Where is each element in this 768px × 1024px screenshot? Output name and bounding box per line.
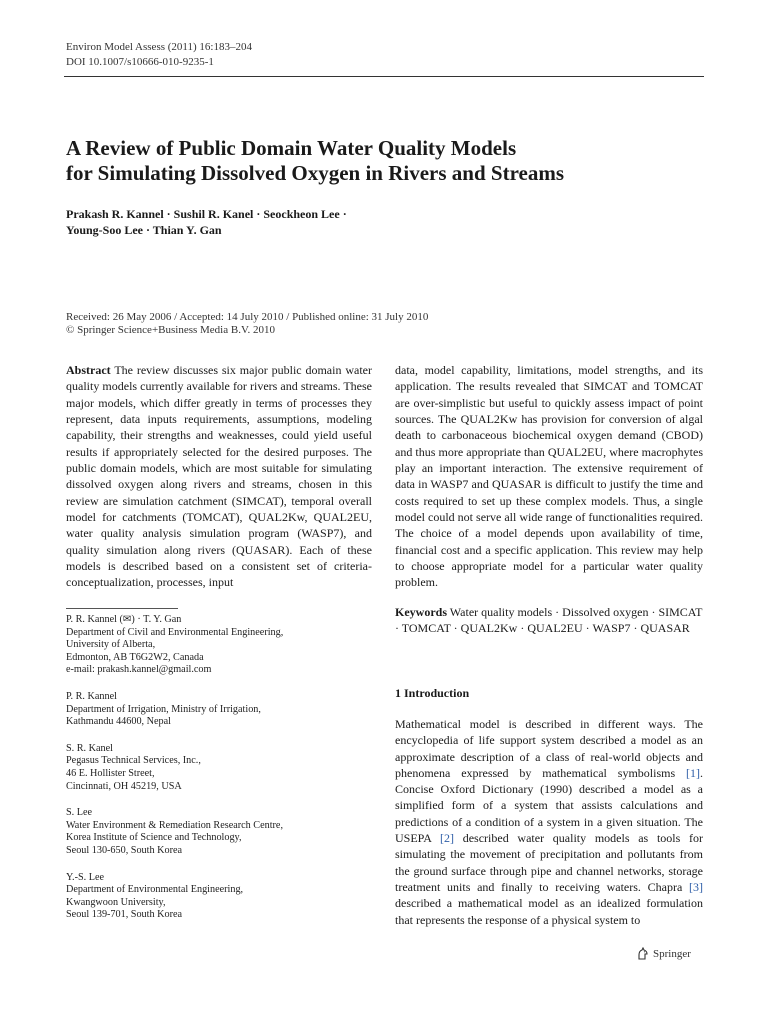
intro-text: . Concise Oxford Dictionary (1990) described a model as a simplified form of a system that assists calculations and predictions of a condition of a system in a given situation. The USEPA <box>395 765 703 846</box>
section-heading-introduction: 1 Introduction <box>395 686 470 700</box>
publisher-logo <box>636 947 691 961</box>
doi: DOI 10.1007/s10666-010-9235-1 <box>66 56 214 68</box>
abstract-left-column <box>66 362 372 591</box>
affiliation-block <box>66 691 372 729</box>
affiliation-block <box>66 743 372 793</box>
affiliation-line: 46 E. Hollister Street, <box>66 767 155 779</box>
affiliations <box>66 614 372 936</box>
keywords-label: Keywords <box>395 605 447 619</box>
title-line: for Simulating Dissolved Oxygen in Rivers and Streams <box>66 161 565 185</box>
affiliation-line: Water Environment & Remediation Research Centre, <box>66 819 284 831</box>
citation-link[interactable]: [1] <box>686 765 700 780</box>
affiliation-name: Y.-S. Lee <box>66 871 105 883</box>
footnote-rule <box>66 608 178 609</box>
affiliation-name: P. R. Kannel (✉) · T. Y. Gan <box>66 614 182 625</box>
citation-link[interactable]: [3] <box>689 879 703 894</box>
affiliation-line: Department of Irrigation, Ministry of Irrigation, <box>66 703 261 715</box>
journal-citation: Environ Model Assess (2011) 16:183–204 <box>66 41 252 53</box>
title-line: A Review of Public Domain Water Quality Models <box>66 136 517 160</box>
affiliation-name: P. R. Kannel <box>66 690 117 702</box>
affiliation-block <box>66 614 372 677</box>
author-line: Young-Soo Lee · Thian Y. Gan <box>66 223 222 237</box>
affiliation-line: Kwangwoon University, <box>66 896 166 908</box>
affiliation-line: Pegasus Technical Services, Inc., <box>66 755 201 767</box>
affiliation-line: Cincinnati, OH 45219, USA <box>66 780 182 792</box>
keywords-text: Water quality models · Dissolved oxygen · SIMCAT · TOMCAT · QUAL2Kw · QUAL2EU · WASP7 · QUASAR <box>395 605 703 635</box>
citation-link[interactable]: [2] <box>439 831 454 846</box>
journal-header <box>66 40 252 70</box>
affiliation-line: Seoul 130-650, South Korea <box>66 844 183 856</box>
affiliation-line: Edmonton, AB T6G2W2, Canada <box>66 651 204 663</box>
header-rule <box>64 76 704 77</box>
affiliation-block <box>66 872 372 922</box>
intro-text: described water quality models as tools for simulating the movement of precipitation and pollutants from the ground surface through pipe and channel networks, storage treatment units and finally to receiving waters. Chapra <box>395 831 704 894</box>
affiliation-line: Department of Civil and Environmental Engineering, <box>66 626 284 638</box>
publication-history <box>66 311 428 337</box>
paper-title <box>66 136 686 186</box>
publisher-name: Springer <box>653 948 691 960</box>
keywords <box>395 604 703 636</box>
abstract-text-part2: data, model capability, limitations, model strengths, and its application. The results revealed that SIMCAT and TOMCAT are over-simplistic but useful to quickly assess impact of point sources. The QUAL2Kw has provision for conversion of algal death to carbonaceous biochemical oxygen demand (CBOD) and thus more appropriate than QUAL2EU, where macrophytes play an important interaction. The extensive requirement of data in WASP7 and QUASAR is difficult to justify the time and costs required to set up these complex models. Thus, a single model could not serve all wide range of functionalities required. The choice of a model depends upon availability of time, financial cost and a specific application. This review may help to choose appropriate model for a particular water quality problem. <box>395 363 703 590</box>
affiliation-line: Korea Institute of Science and Technology, <box>66 832 242 844</box>
abstract-label: Abstract <box>66 363 111 377</box>
intro-text: Mathematical model is described in different ways. The encyclopedia of life support system described a model as an approximate description of a class of real-world objects and phenomena expressed by mathematical symbolisms <box>395 717 703 780</box>
author-list <box>66 206 347 238</box>
copyright-line: © Springer Science+Business Media B.V. 2010 <box>66 324 275 336</box>
springer-horse-icon <box>636 947 650 961</box>
email: e-mail: prakash.kannel@gmail.com <box>66 664 212 676</box>
introduction-paragraph <box>395 716 703 928</box>
affiliation-line: Seoul 139-701, South Korea <box>66 909 183 921</box>
affiliation-line: University of Alberta, <box>66 639 156 651</box>
affiliation-name: S. R. Kanel <box>66 742 113 754</box>
affiliation-line: Kathmandu 44600, Nepal <box>66 716 171 728</box>
affiliation-line: Department of Environmental Engineering, <box>66 884 244 896</box>
author-line: Prakash R. Kannel · Sushil R. Kanel · Seockheon Lee · <box>66 207 347 221</box>
abstract-right-column <box>395 362 703 591</box>
affiliation-name: S. Lee <box>66 807 93 819</box>
intro-text: described a mathematical model as an idealized formulation that represents the response of a physical system to <box>395 896 703 927</box>
abstract-text-part1: The review discusses six major public domain water quality models currently available for rivers and streams. These major models, which differ greatly in terms of processes they represent, data inputs requirements, assumptions, modeling capability, their strengths and weaknesses, could yield useful results if appropriately selected for the desired purposes. The public domain models, which are most suitable for simulating dissolved oxygen along rivers and streams, chosen in this review are simulation catchment (SIMCAT), temporal overall model for catchments (TOMCAT), QUAL2Kw, QUAL2EU, water quality analysis simulation program (WASP7), and quality simulation along rivers (QUASAR). Each of these models is described based on a consistent set of criteria-conceptualization, processes, input <box>66 363 372 590</box>
affiliation-block <box>66 807 372 857</box>
history-dates: Received: 26 May 2006 / Accepted: 14 July 2010 / Published online: 31 July 2010 <box>66 311 429 323</box>
